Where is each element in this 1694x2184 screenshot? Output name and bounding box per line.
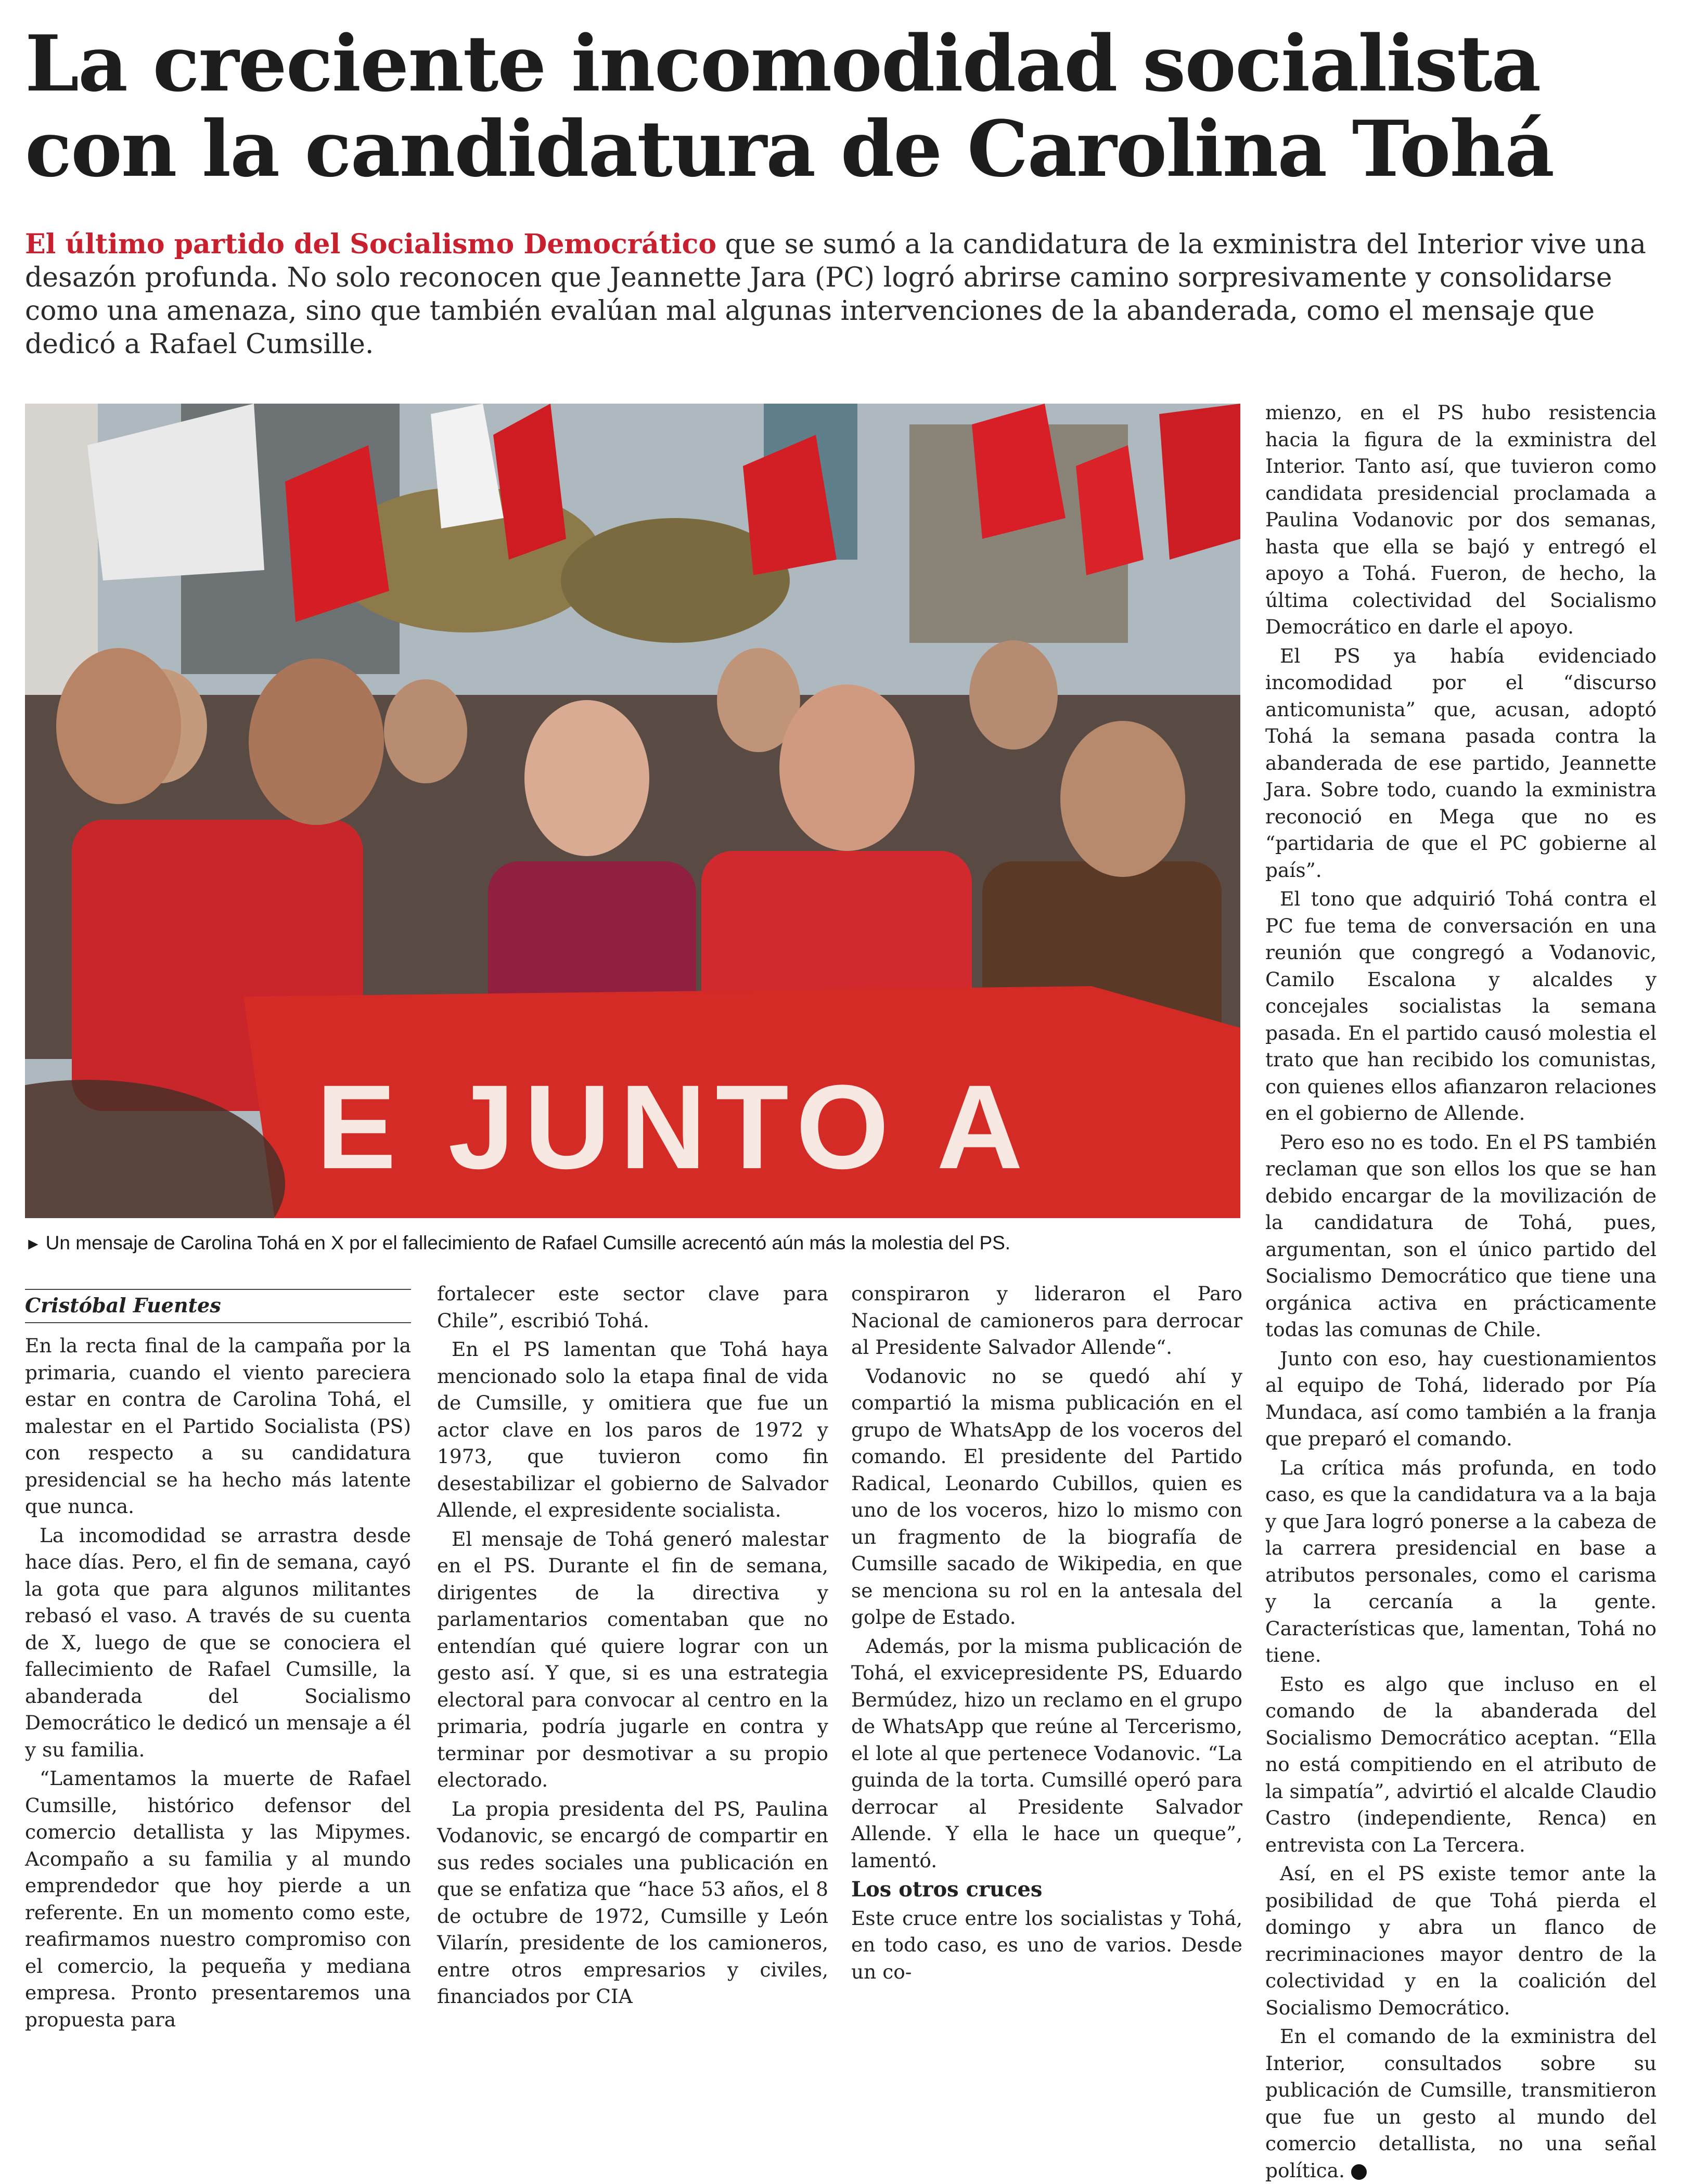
news-photo — [25, 404, 1240, 1218]
paragraph-final-text: En el comando de la exministra del Interior, consultados sobre su publicación de Cumsille, transmitieron que fue un gesto al mundo del comercio detallista, no una señal política. — [1265, 2025, 1657, 2182]
paragraph: El tono que adquirió Tohá contra el PC fue tema de conversación en una reunión que congregó a Vodanovic, Camilo Escalona y alcaldes y concejales socialistas la semana pasada. En el partido causó molestia el trato que han recibido los comunistas, con quienes ellos afianzaron relaciones en el gobierno de Allende. — [1265, 887, 1657, 1125]
paragraph: El mensaje de Tohá generó malestar en el PS. Durante el fin de semana, dirigentes de la directiva y parlamentarios comentaban que no entendían qué quiere lograr con un gesto así. Y que, si es una estrategia electoral para convocar al centro en la primaria, podría jugarle en contra y terminar por desmotivar a su propio electorado. — [437, 1527, 828, 1791]
photo-caption — [25, 1231, 1240, 1256]
paragraph: La incomodidad se arrastra desde hace días. Pero, el fin de semana, cayó la gota que para algunos militantes rebasó el vaso. A través de su cuenta de X, luego de que se conociera el fallecimiento de Rafael Cumsille, la abanderada del Socialismo Democrático le dedicó un mensaje a él y su familia. — [25, 1523, 411, 1761]
paragraph: Así, en el PS existe temor ante la posibilidad de que Tohá pierda el domingo y abra un flanco de recriminaciones mayor dentro de la colectividad y en la coalición del Socialismo Democrático. — [1265, 1862, 1657, 2019]
end-of-article-icon — [1351, 2164, 1367, 2180]
paragraph: Vodanovic no se quedó ahí y compartió la misma publicación en el grupo de WhatsApp de los voceros del comando. El presidente del Partido Radical, Leonardo Cubillos, quien es uno de los voceros, hizo lo mismo con un fragmento de la biografía de Cumsille sacado de Wikipedia, en que se menciona su rol en la antesala del golpe de Estado. — [851, 1364, 1242, 1629]
byline: Cristóbal Fuentes — [25, 1289, 411, 1323]
paragraph: fortalecer este sector clave para Chile”, escribió Tohá. — [437, 1282, 828, 1332]
headline — [25, 18, 1664, 194]
standfirst — [25, 228, 1664, 361]
body-column-3 — [851, 1281, 1242, 1985]
paragraph: mienzo, en el PS hubo resistencia hacia la figura de la exministra del Interior. Tanto así, que tuvieron como candidata presidencial proclamada a Paulina Vodanovic por dos semanas, hasta que ella se bajó y entregó el apoyo a Tohá. Fueron, de hecho, la última colectividad del Socialismo Democrático en darle el apoyo. — [1265, 401, 1657, 638]
standfirst-text: que se sumó a la candidatura de la exministra del Interior vive una desazón profunda. No solo reconocen que Jeannette Jara (PC) logró abrirse camino sorpresivamente y consolidarse como una amenaza, sino que también evalúan mal algunas intervenciones de la abanderada, como el mensaje que dedicó a Rafael Cumsille. — [25, 229, 1646, 360]
body-column-2 — [437, 1281, 828, 2010]
caption-text: Un mensaje de Carolina Tohá en X por el fallecimiento de Rafael Cumsille acrecentó aún más la molestia del PS. — [45, 1232, 1011, 1253]
paragraph: Este cruce entre los socialistas y Tohá, en todo caso, es uno de varios. Desde un co- — [851, 1906, 1242, 1983]
body-column-4 — [1265, 399, 1657, 2184]
paragraph: Junto con eso, hay cuestionamientos al equipo de Tohá, liderado por Pía Mundaca, así como también a la franja que preparó el comando. — [1265, 1347, 1657, 1450]
protest-photo-illustration — [25, 404, 1240, 1218]
headline-line-1: La creciente incomodidad socialista — [25, 18, 1541, 109]
paragraph-final — [1265, 2023, 1657, 2184]
headline-line-2: con la candidatura de Carolina Tohá — [25, 104, 1554, 194]
paragraph: conspiraron y lideraron el Paro Nacional de camioneros para derrocar al Presidente Salvador Allende“. — [851, 1282, 1242, 1359]
standfirst-lead: El último partido del Socialismo Democrático — [25, 228, 716, 260]
paragraph: En el PS lamentan que Tohá haya mencionado solo la etapa final de vida de Cumsille, y omitiera que fue un actor clave en los paros de 1972 y 1973, que tuvieron como fin desestabilizar el gobierno de Salvador Allende, el expresidente socialista. — [437, 1338, 828, 1521]
paragraph: La crítica más profunda, en todo caso, es que la candidatura va a la baja y que Jara logró ponerse a la cabeza de la carrera presidencial en base a atributos personales, como el carisma y la cercanía a la gente. Características que, lamentan, Tohá no tiene. — [1265, 1456, 1657, 1666]
paragraph: El PS ya había evidenciado incomodidad por el “discurso anticomunista” que, acusan, adoptó Tohá la semana pasada contra la abanderada de ese partido, Jeannette Jara. Sobre todo, cuando la exministra reconoció en Mega que no es “partidaria de que el PC gobierne al país”. — [1265, 644, 1657, 882]
caption-marker-icon: ► — [25, 1234, 42, 1253]
paragraph: En la recta final de la campaña por la primaria, cuando el viento pareciera estar en contra de Carolina Tohá, el malestar en el Partido Socialista (PS) con respecto a su candidatura presidencial se ha hecho más latente que nunca. — [25, 1334, 411, 1518]
banner-text: E JUNTO A — [316, 1060, 1033, 1194]
paragraph: Esto es algo que incluso en el comando de la abanderada del Socialismo Democrático aceptan. “Ella no está compitiendo en el atributo de la simpatía”, advirtió el alcalde Claudio Castro (independiente, Renca) en entrevista con La Tercera. — [1265, 1672, 1657, 1856]
section-subhead: Los otros cruces — [851, 1877, 1043, 1902]
paragraph: Pero eso no es todo. En el PS también reclaman que son ellos los que se han debido encargar de la movilización de la candidatura de Tohá, pues, argumentan, son el único partido del Socialismo Democrático que tiene una orgánica activa en prácticamente todas las comunas de Chile. — [1265, 1130, 1657, 1341]
paragraph: “Lamentamos la muerte de Rafael Cumsille, histórico defensor del comercio detallista y las Mipymes. Acompaño a su familia y al mundo emprendedor que hoy pierde a un referente. En un momento como este, reafirmamos nuestro compromiso con el comercio, la pequeña y mediana empresa. Pronto presentaremos una propuesta para — [25, 1767, 411, 2031]
paragraph: La propia presidenta del PS, Paulina Vodanovic, se encargó de compartir en sus redes sociales una publicación en que se enfatiza que “hace 53 años, el 8 de octubre de 1972, Cumsille y León Vilarín, presidente de los camioneros, entre otros empresarios y civiles, financiados por CIA — [437, 1797, 828, 2008]
paragraph: Además, por la misma publicación de Tohá, el exvicepresidente PS, Eduardo Bermúdez, hizo un reclamo en el grupo de WhatsApp que reúne al Tercerismo, el lote al que pertenece Vodanovic. “La guinda de la torta. Cumsillé operó para derrocar al Presidente Salvador Allende. Y ella le hace un queque”, lamentó. — [851, 1634, 1242, 1872]
body-column-1 — [25, 1333, 411, 2033]
